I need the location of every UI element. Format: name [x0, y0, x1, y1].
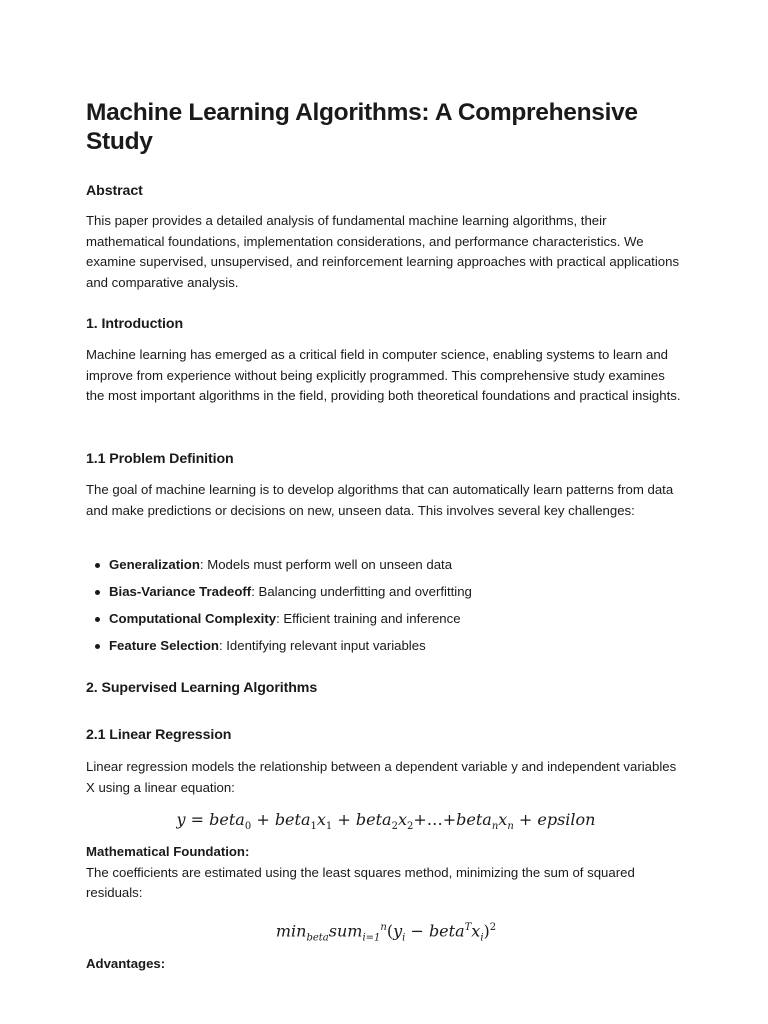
math-foundation-text: The coefficients are estimated using the least squares method, minimizing the sum of squared residuals:	[86, 864, 635, 900]
math-foundation-paragraph	[86, 842, 686, 904]
problem-definition-text: The goal of machine learning is to develop algorithms that can automatically learn patterns from data and make predictions or decisions on new, unseen data. This involves several key challenges:	[86, 482, 674, 518]
introduction-heading: 1. Introduction	[86, 316, 184, 332]
paper-title: Machine Learning Algorithms: A Comprehensive Study	[86, 99, 638, 155]
bullet-term: Feature Selection	[109, 638, 219, 653]
linear-regression-heading: 2.1 Linear Regression	[86, 727, 232, 743]
linear-equation: y = beta$_0$ + $beta_1x_1$ + $beta_2x_2+\dots+beta_nx_n$ + epsilon	[176, 810, 596, 833]
bullet-desc: : Identifying relevant input variables	[218, 638, 426, 653]
list-item	[86, 609, 472, 636]
bullet-desc: : Efficient training and inference	[276, 611, 461, 626]
problem-definition-heading: 1.1 Problem Definition	[86, 451, 234, 467]
bullet-dot	[95, 590, 100, 595]
list-item	[86, 636, 472, 663]
introduction-text: Machine learning has emerged as a critical field in computer science, enabling systems to learn and improve from experience without being explicitly programmed. This comprehensive study examines the most important algorithms in the field, providing both theoretical foundations and practical insights.	[86, 347, 681, 403]
linear-regression-text: Linear regression models the relationship between a dependent variable y and independent variables X using a linear equation:	[86, 759, 677, 795]
abstract-heading: Abstract	[86, 183, 143, 199]
bullet-dot	[95, 644, 100, 649]
challenges-list	[86, 555, 472, 663]
bullet-term: Bias-Variance Tradeoff	[109, 584, 252, 599]
list-item	[86, 555, 472, 582]
bullet-desc: : Models must perform well on unseen data	[199, 557, 453, 572]
advantages-label: Advantages:	[86, 956, 166, 971]
least-squares-equation: $\min_{beta}sum_{i=1}^n(y_i$ − $beta^Tx_i)^2$	[275, 921, 497, 944]
bullet-dot	[95, 563, 100, 568]
abstract-text: This paper provides a detailed analysis of fundamental machine learning algorithms, their mathematical foundations, implementation considerations, and performance characteristics. We examine supervised, unsupervised, and reinforcement learning approaches with practical applications and comparative analysis.	[86, 213, 680, 290]
bullet-dot	[95, 617, 100, 622]
list-item	[86, 582, 472, 609]
bullet-desc: : Balancing underfitting and overfitting	[251, 584, 472, 599]
bullet-term: Generalization	[109, 557, 200, 572]
bullet-term: Computational Complexity	[109, 611, 277, 626]
math-foundation-label: Mathematical Foundation:	[86, 844, 250, 859]
supervised-heading: 2. Supervised Learning Algorithms	[86, 680, 318, 696]
